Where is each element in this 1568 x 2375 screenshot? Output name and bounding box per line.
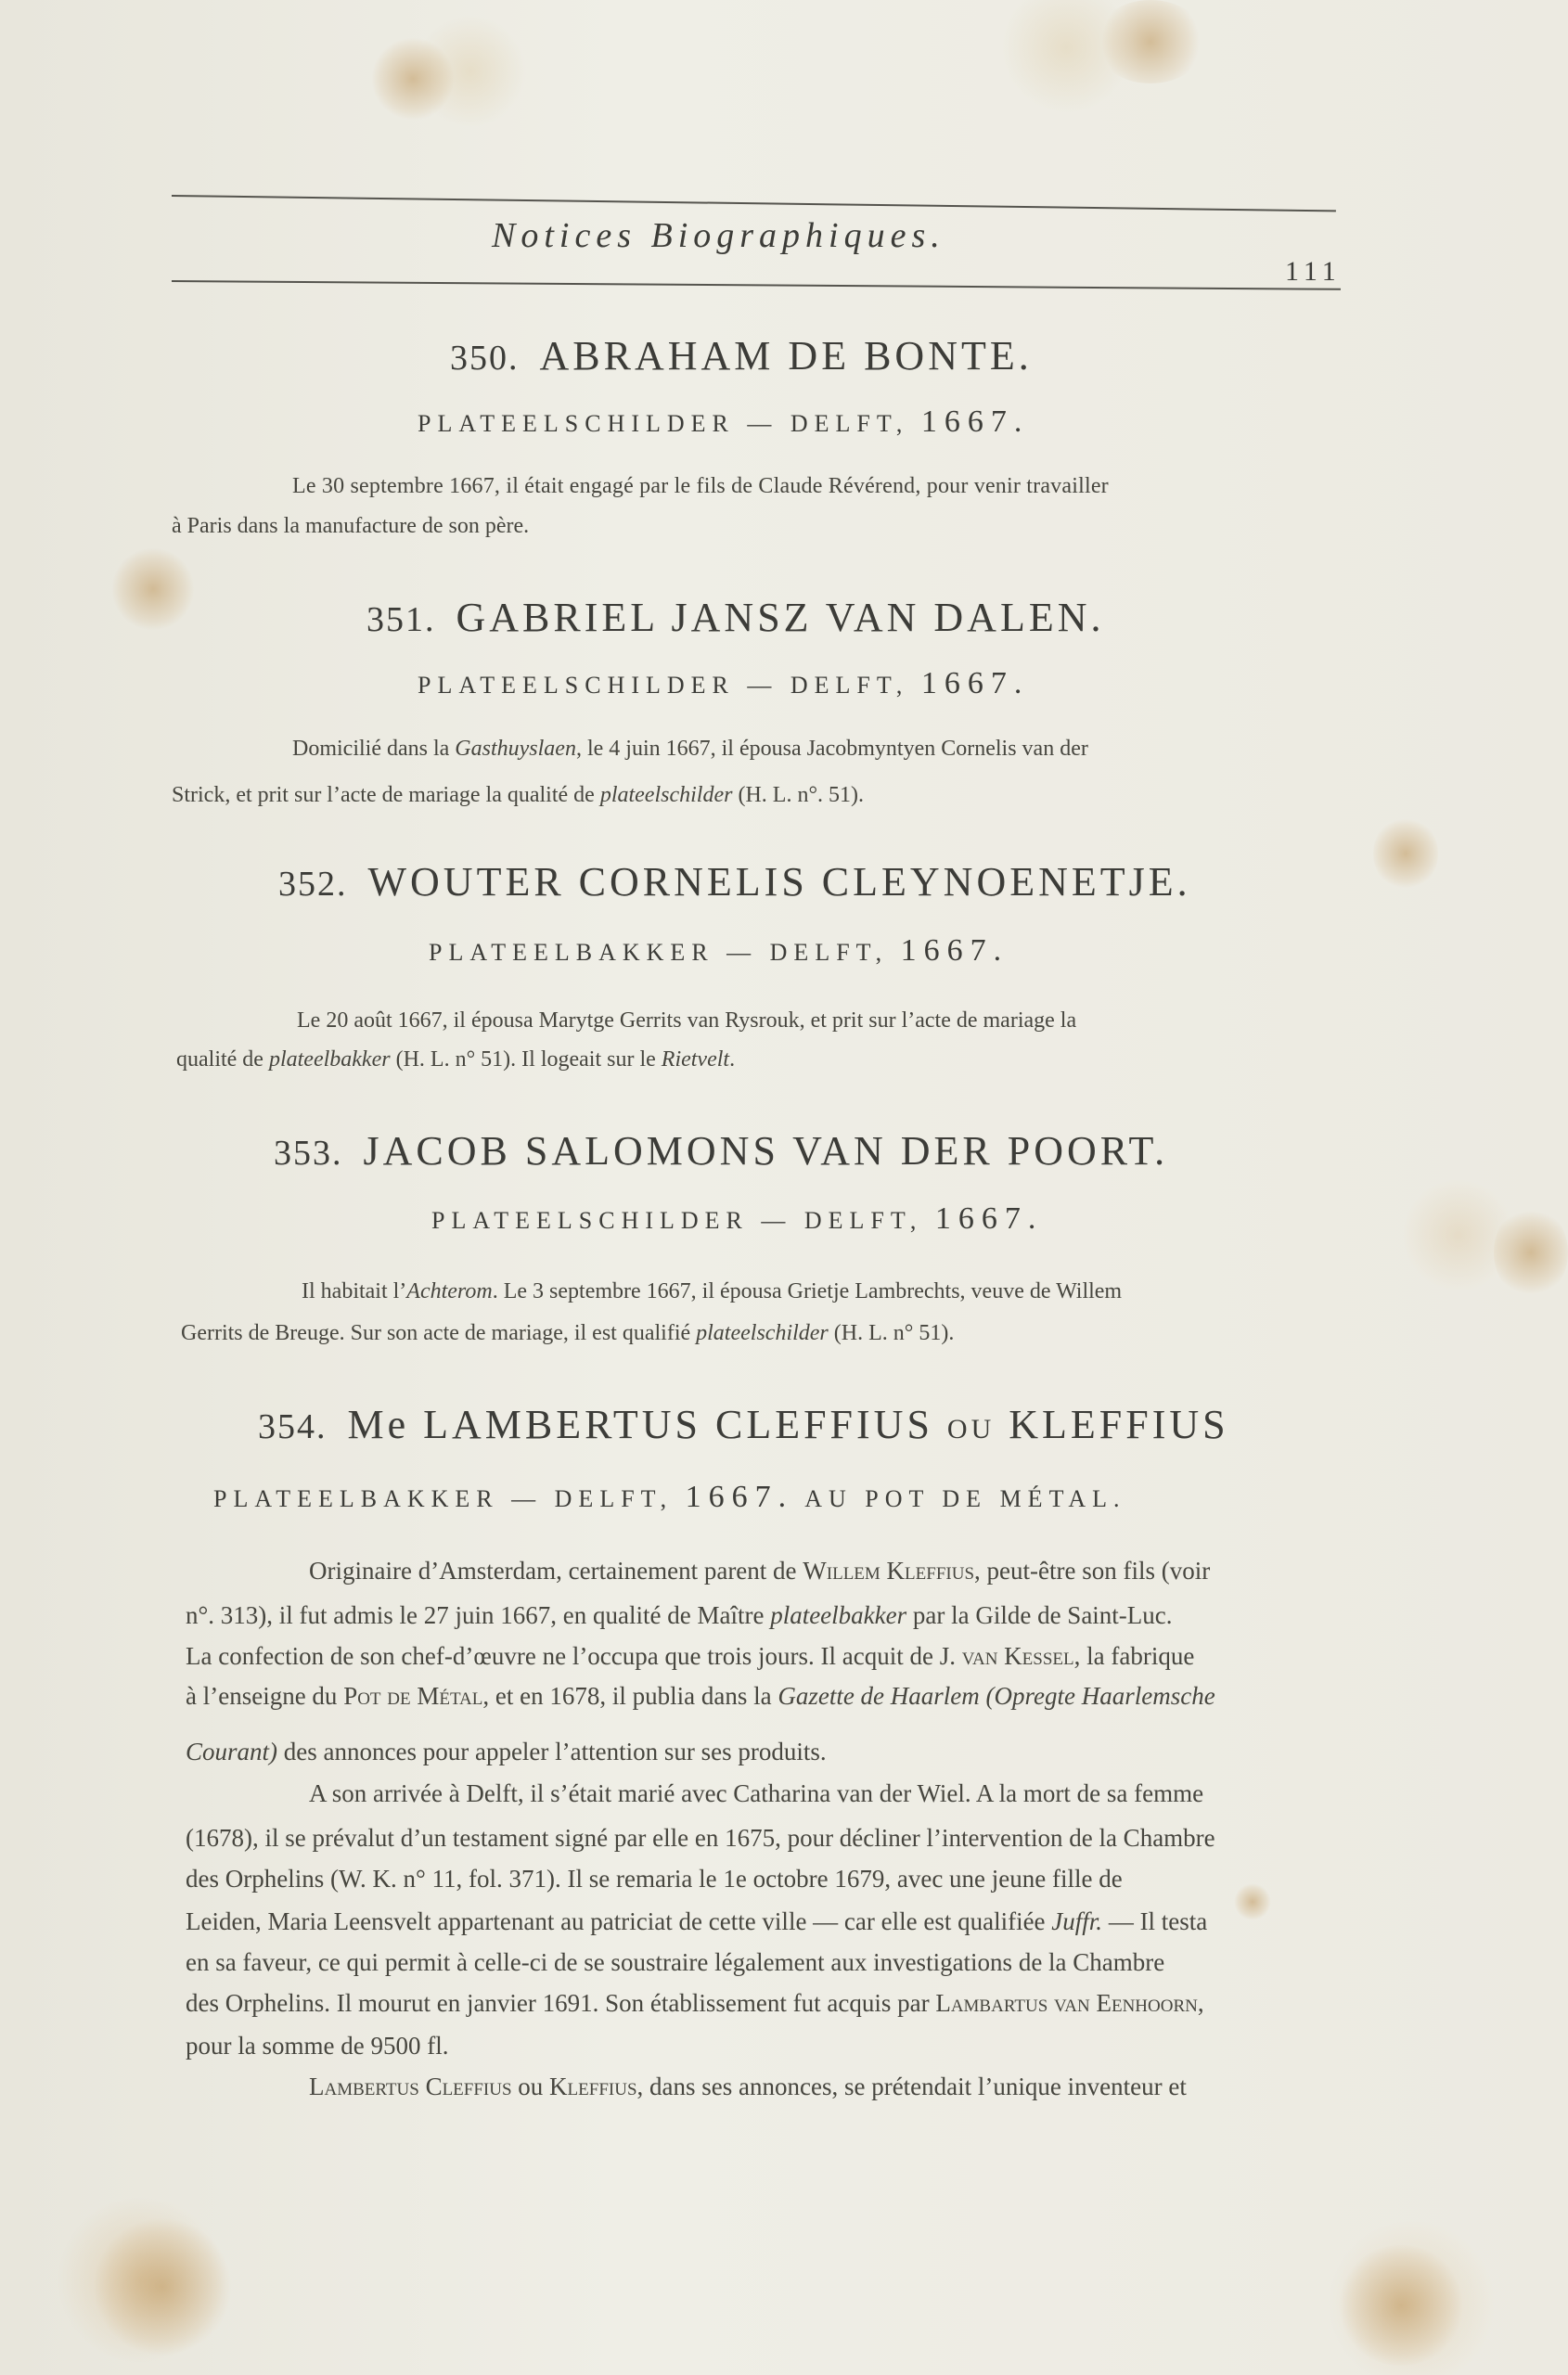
entry-number: 353. <box>274 1134 343 1173</box>
subtitle-text: PLATEELBAKKER — DELFT, <box>429 939 889 966</box>
entry-name: ABRAHAM DE BONTE. <box>539 333 1033 379</box>
body-line: (1678), il se prévalut d’un testament signé par elle en 1675, pour décliner l’intervention de la Chambre <box>186 1824 1215 1852</box>
entry-name: WOUTER CORNELIS CLEYNOENETJE. <box>367 859 1191 905</box>
entry-subtitle <box>418 666 1029 701</box>
entry-number: 352. <box>278 865 348 904</box>
entry-subtitle <box>213 1480 1126 1515</box>
entry-heading <box>278 858 1191 905</box>
entry-heading <box>450 332 1033 379</box>
stain <box>371 37 455 121</box>
stain <box>1095 0 1206 83</box>
header-rule-top <box>172 195 1336 212</box>
stain <box>93 2217 232 2356</box>
subtitle-year: 1667. <box>900 933 1009 968</box>
stain <box>111 547 195 631</box>
body-line: qualité de plateelbakker (H. L. n° 51). Il logeait sur le Rietvelt. <box>176 1047 736 1072</box>
stain <box>1234 1883 1271 1920</box>
header-rule-bottom <box>172 280 1341 290</box>
subtitle-text: PLATEELSCHILDER — DELFT, <box>418 672 909 699</box>
subtitle-year: 1667. <box>920 404 1030 439</box>
entry-heading <box>274 1127 1168 1175</box>
subtitle-text: PLATEELSCHILDER — DELFT, <box>418 410 909 437</box>
body-line: Le 30 septembre 1667, il était engagé par le fils de Claude Révérend, pour venir travailler <box>292 474 1109 498</box>
body-line: Courant) des annonces pour appeler l’attention sur ses produits. <box>186 1738 827 1765</box>
body-line: Originaire d’Amsterdam, certainement parent de Willem Kleffius, peut-être son fils (voir <box>309 1557 1211 1585</box>
stain <box>1494 1206 1568 1299</box>
body-line: en sa faveur, ce qui permit à celle-ci de se soustraire légalement aux investigations de la Chambre <box>186 1948 1165 1976</box>
entry-subtitle <box>431 1201 1043 1237</box>
body-line: Leiden, Maria Leensvelt appartenant au patriciat de cette ville — car elle est qualifiée Juffr. — Il testa <box>186 1907 1208 1935</box>
body-line: Lambertus Cleffius ou Kleffius, dans ses annonces, se prétendait l’unique inventeur et <box>309 2073 1187 2100</box>
subtitle-sign: AU POT DE MÉTAL. <box>804 1485 1126 1512</box>
entry-subtitle <box>418 404 1029 440</box>
page-number: 111 <box>1285 256 1342 287</box>
entry-number: 351. <box>366 600 436 639</box>
body-line: A son arrivée à Delft, il s’était marié avec Catharina van der Wiel. A la mort de sa femme <box>309 1779 1204 1807</box>
entry-name-alt: KLEFFIUS <box>1009 1402 1229 1447</box>
body-line: des Orphelins. Il mourut en janvier 1691. Son établissement fut acquis par Lambartus van Eenhoorn, <box>186 1989 1204 2017</box>
body-line: n°. 313), il fut admis le 27 juin 1667, en qualité de Maître plateelbakker par la Gilde de Saint-Luc. <box>186 1601 1173 1629</box>
subtitle-year: 1667. <box>934 1201 1044 1236</box>
subtitle-year: 1667. <box>685 1480 794 1514</box>
body-line: La confection de son chef-d’œuvre ne l’occupa que trois jours. Il acquit de J. van Kessel, la fabrique <box>186 1642 1195 1670</box>
entry-name: Me LAMBERTUS CLEFFIUS <box>347 1402 933 1447</box>
entry-name: JACOB SALOMONS VAN DER POORT. <box>363 1128 1169 1174</box>
entry-subtitle <box>429 933 1009 969</box>
body-line: à l’enseigne du Pot de Métal, et en 1678, il publia dans la Gazette de Haarlem (Opregte Haarlemsche <box>186 1682 1215 1710</box>
body-line: pour la somme de 9500 fl. <box>186 2032 449 2060</box>
body-line: Le 20 août 1667, il épousa Marytge Gerrits van Rysrouk, et prit sur l’acte de mariage la <box>297 1008 1077 1033</box>
entry-number: 354. <box>258 1407 328 1446</box>
stain <box>1373 816 1438 891</box>
entry-number: 350. <box>450 339 520 378</box>
body-line: Il habitait l’Achterom. Le 3 septembre 1667, il épousa Grietje Lambrechts, veuve de Willem <box>302 1279 1123 1303</box>
body-line: Gerrits de Breuge. Sur son acte de mariage, il est qualifié plateelschilder (H. L. n° 51). <box>181 1321 955 1345</box>
entry-heading <box>366 594 1104 641</box>
body-line: Domicilié dans la Gasthuyslaen, le 4 juin 1667, il épousa Jacobmyntyen Cornelis van der <box>292 737 1088 761</box>
subtitle-text: PLATEELBAKKER — DELFT, <box>213 1485 674 1512</box>
running-title: Notices Biographiques. <box>492 216 945 255</box>
body-line: des Orphelins (W. K. n° 11, fol. 371). Il se remaria le 1e octobre 1679, avec une jeune fille de <box>186 1865 1123 1893</box>
body-line: Strick, et prit sur l’acte de mariage la qualité de plateelschilder (H. L. n°. 51). <box>172 783 865 807</box>
subtitle-year: 1667. <box>920 666 1030 700</box>
entry-heading <box>258 1401 1229 1448</box>
stain <box>1336 2245 1466 2366</box>
entry-name: GABRIEL JANSZ VAN DALEN. <box>456 595 1105 640</box>
body-line: à Paris dans la manufacture de son père. <box>172 514 530 538</box>
subtitle-text: PLATEELSCHILDER — DELFT, <box>431 1207 923 1234</box>
entry-name-ou: OU <box>946 1414 996 1444</box>
